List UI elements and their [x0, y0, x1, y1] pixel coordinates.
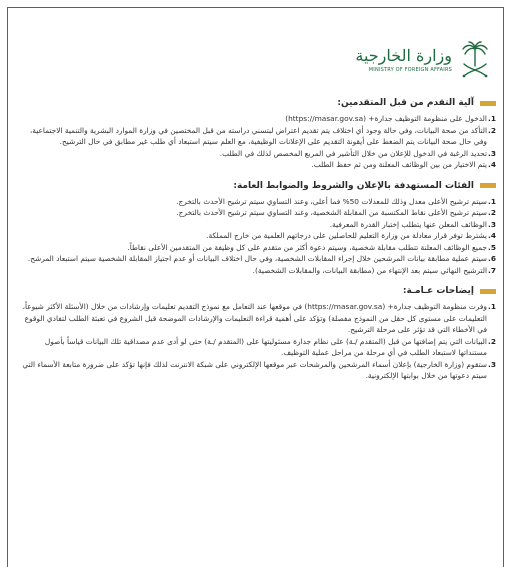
logo-arabic-name: وزارة الخارجية — [355, 46, 452, 65]
section-list — [18, 196, 496, 277]
palm-swords-emblem-icon — [458, 40, 492, 80]
list-item: 6. سيتم عملية مطابقة بيانات المرشحين خلال إجراء المقابلات الشخصية، وفي حال اختلاف البيانات أو عدم اجتياز المقابلة الشخصية سيتم استبعاد المرشح. — [27, 254, 496, 263]
section-target-groups-conditions — [18, 181, 496, 277]
list-item: 2. البيانات التي يتم إضافتها من قبل (المتقدم /ـة) على نظام جدارة مسئوليتها على (المتقدم /ـة) حتى لو أدى عدم مصداقية تلك البيانات قياساً بأصول مستنداتها لاستبعاد الطلب في أي مرحلة من مراحل عملية التوظيف. — [44, 336, 496, 357]
document-body — [18, 98, 496, 392]
list-item: 2. سيتم ترشيح الأعلى نقاط المكتسبة من المقابلة الشخصية، وعند التساوي سيتم ترشيح الأحدث بالتخرج. — [176, 208, 496, 217]
section-application-mechanism — [18, 98, 496, 171]
section-general-clarifications — [18, 286, 496, 382]
list-item: 7. الترشيح النهائي سيتم بعد الإنتهاء من (مطابقة البيانات، والمقابلات الشخصية). — [252, 265, 496, 275]
logo-english-name: MINISTRY OF FOREIGN AFFAIRS — [368, 67, 452, 73]
section-list — [18, 301, 496, 382]
list-item: 4. يتم الاختيار من بين الوظائف المعلنة ومن ثم حفظ الطلب. — [311, 160, 496, 169]
list-item: 5. جميع الوظائف المعلنة تتطلب مقابلة شخصية، وسيتم دعوة أكثر من متقدم على كل وظيفة من المتقدمين الأعلى نقاطاً. — [127, 242, 496, 252]
ministry-logo — [355, 40, 492, 80]
heading-accent-bar — [480, 101, 496, 106]
logo-text — [355, 47, 452, 73]
list-item: 1. الدخول على منظومة التوظيف جدارة+ (https://masar.gov.sa) — [285, 114, 496, 123]
heading-accent-bar — [480, 183, 496, 188]
section-heading — [18, 181, 496, 191]
section-title: إيضاحات عـامـة: — [402, 286, 474, 296]
section-heading — [18, 286, 496, 296]
list-item: 3. تحديد الرغبة في الدخول للإعلان من خلال التأشير في المربع المخصص لذلك في الطلب. — [219, 148, 496, 158]
section-title: آلية التقدم من قبل المتقدمين: — [337, 98, 474, 108]
list-item: 3. ستقوم (وزارة الخارجية) بإعلان أسماء المرشحين والمرشحات عبر موقعها الإلكتروني على شبكة الانترنت لذلك فإنها تؤكد على ضرورة متابعة الأسماء التي سيتم دعوتها من خلال بوابتها الإلكترونية. — [22, 359, 496, 380]
list-item: 1. وفرت منظومة التوظيف جدارة+ (https://masar.gov.sa) في موقعها عند التعامل مع نموذج التقديم تعليمات وإرشادات من خلال (الأسئلة الأكثر شيوعاً، التعليمات على مستوى كل حقل من النموذج مفصلة) وتؤكد على أهمية قراءة التعليمات والإرشادات الموضحة قبل الشروع في تعبئة الطلب لتفادي الوقوع في الأخطاء التي قد تؤثر على مرحلة الترشيح. — [22, 302, 496, 334]
section-title: الفئات المستهدفة بالإعلان والشروط والضوابط العامة: — [233, 180, 474, 191]
list-item: 4. يشترط توفر قرار معادلة من وزارة التعليم للحاصلين على درجاتهم العلمية من خارج المملكة. — [206, 231, 496, 240]
section-heading — [18, 98, 496, 108]
list-item: 2. التأكد من صحة البيانات، وفي حالة وجود أي اختلاف يتم تقديم اعتراض لبتسني دراسته من قبل المختصين في وزارة الموارد البشرية والتنمية الاجتماعية، وفي حال صحة البيانات يتم الضغط على أيقونة التقديم على الإعلانات الوظيفية، مع العلم سيتم استبعاد أي طلب غير مطابق في حال الترشيح. — [29, 125, 496, 146]
list-item: 1. سيتم ترشيح الأعلى معدل وذلك للمعدلات 50% فما أعلى، وعند التساوي سيتم ترشيح الأحدث بالتخرج. — [176, 196, 496, 206]
list-item: 3. الوظائف المعلن عنها يتطلب إختبار القدرة المعرفية. — [329, 219, 496, 229]
heading-accent-bar — [480, 289, 496, 294]
section-list — [18, 113, 496, 171]
